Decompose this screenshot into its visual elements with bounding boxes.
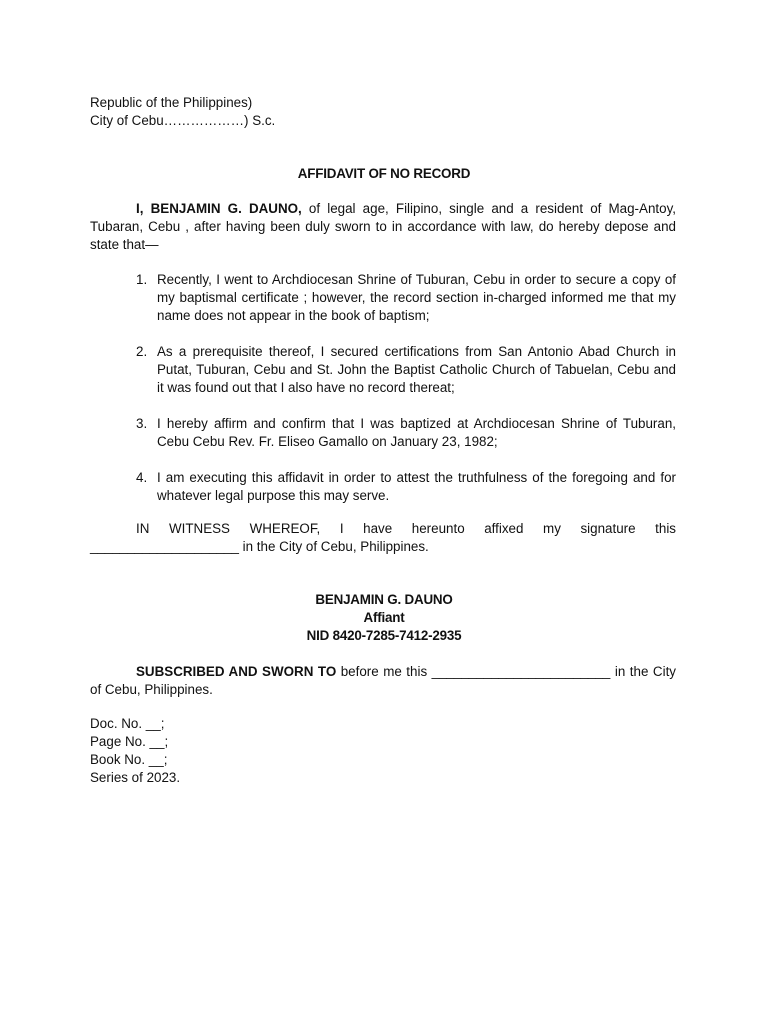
- notarial-register: [90, 715, 390, 787]
- affiant-role: Affiant: [363, 610, 405, 625]
- item-number: 4.: [136, 470, 148, 485]
- venue-republic: Republic of the Philippines): [90, 95, 253, 110]
- witness-paragraph: IN WITNESS WHEREOF, I have hereunto affixed my signature this ____________________ in the City of Cebu, Philippines.: [90, 521, 676, 554]
- item-number: 3.: [136, 416, 148, 431]
- jurat-paragraph: [90, 663, 676, 699]
- item-text: As a prerequisite thereof, I secured certifications from San Antonio Abad Church in Putat, Tuburan, Cebu and St. John the Baptist Catholic Church of Tabuelan, Cebu and it was found out that I also have no record thereat;: [157, 344, 676, 395]
- affiant-name: BENJAMIN G. DAUNO: [315, 592, 453, 607]
- statement-list: [136, 271, 676, 523]
- item-text: I am executing this affidavit in order to attest the truthfulness of the foregoing and for whatever legal purpose this may serve.: [157, 470, 676, 503]
- item-number: 1.: [136, 272, 148, 287]
- doc-number: Doc. No. __;: [90, 716, 165, 731]
- page-number: Page No. __;: [90, 734, 169, 749]
- venue-city: City of Cebu………………) S.c.: [90, 113, 276, 128]
- affiant-nid: NID 8420-7285-7412-2935: [306, 628, 462, 643]
- list-item: [136, 271, 676, 325]
- jurat-lead: SUBSCRIBED AND SWORN TO: [136, 664, 337, 679]
- jurat-text: before me this ________________________ in the City of Cebu, Philippines.: [90, 664, 676, 697]
- item-text: Recently, I went to Archdiocesan Shrine of Tuburan, Cebu in order to secure a copy of my baptismal certificate ; however, the record section in-charged informed me that my name does not appear in the book of baptism;: [157, 272, 676, 323]
- item-text: I hereby affirm and confirm that I was baptized at Archdiocesan Shrine of Tuburan, Cebu Cebu Rev. Fr. Eliseo Gamallo on January 23, 1982;: [157, 416, 676, 449]
- list-item: [136, 343, 676, 397]
- book-number: Book No. __;: [90, 752, 168, 767]
- series-year: Series of 2023.: [90, 770, 181, 785]
- intro-paragraph: [90, 200, 676, 254]
- signature-block: [0, 591, 768, 645]
- venue-block: [90, 94, 390, 130]
- list-item: [136, 469, 676, 505]
- list-item: [136, 415, 676, 451]
- item-number: 2.: [136, 344, 148, 359]
- document-title: AFFIDAVIT OF NO RECORD: [297, 166, 471, 181]
- intro-text: of legal age, Filipino, single and a resident of Mag-Antoy, Tubaran, Cebu , after having been duly sworn to in accordance with law, do hereby depose and state that—: [90, 201, 676, 252]
- affiant-name-intro: I, BENJAMIN G. DAUNO,: [136, 201, 302, 216]
